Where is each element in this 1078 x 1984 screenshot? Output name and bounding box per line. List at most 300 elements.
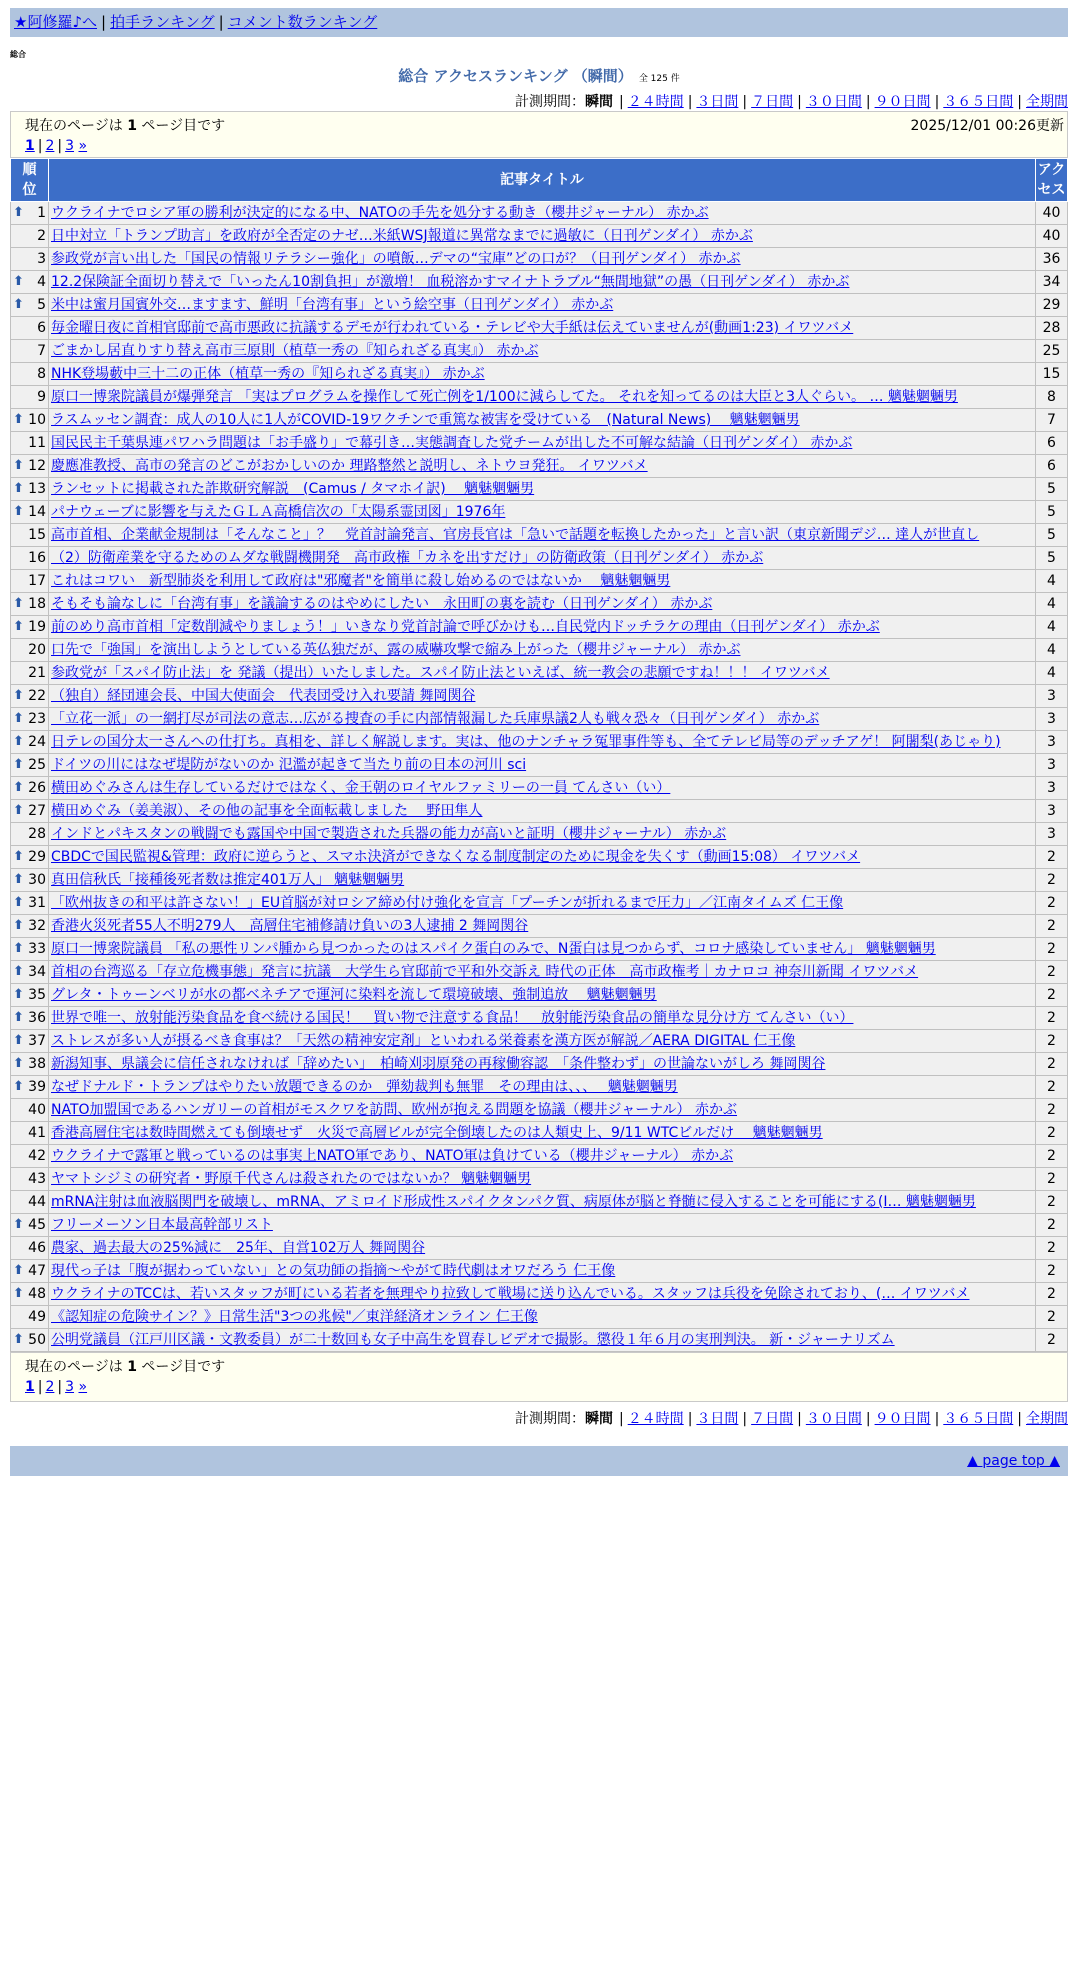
rank-number: 27 (28, 803, 46, 819)
article-title-link[interactable]: ウクライナでロシア軍の勝利が決定的になる中、NATOの手先を処分する動き（櫻井ジャーナル） 赤かぶ (51, 205, 709, 221)
pager-page-link[interactable]: 3 (65, 138, 75, 154)
access-count: 2 (1036, 1306, 1068, 1329)
rank-number: 48 (28, 1286, 46, 1302)
rank-cell (11, 800, 49, 823)
table-row (11, 1237, 1068, 1260)
article-title-link[interactable]: 「欧州抜きの和平は許さない！」EU首脳が対ロシア締め付け強化を宣言「プーチンが折れるまで圧力」／江南タイムズ 仁王像 (51, 895, 844, 911)
article-title-link[interactable]: ウクライナのTCCは、若いスタッフが町にいる若者を無理やり拉致して戦場に送り込んでいる。スタッフは兵役を免除されており、(… イワツバメ (51, 1286, 970, 1302)
period-link-2[interactable]: ７日間 (751, 1411, 794, 1427)
table-row (11, 1053, 1068, 1076)
title-cell (49, 570, 1036, 593)
ranking-table (10, 158, 1068, 1352)
page-indicator-suffix: ページ目です (141, 1359, 226, 1375)
title-cell (49, 1329, 1036, 1352)
pager (25, 138, 1063, 154)
title-cell (49, 1168, 1036, 1191)
title-cell (49, 639, 1036, 662)
rank-number: 39 (28, 1079, 46, 1095)
table-row (11, 1168, 1068, 1191)
table-row (11, 915, 1068, 938)
article-title-link[interactable]: （2）防衛産業を守るためのムダな戦闘機開発 高市政権「カネを出すだけ」の防衛政策（日刊ゲンダイ） 赤かぶ (51, 550, 764, 566)
period-separator: | (865, 94, 871, 110)
article-title-link[interactable]: 香港火災死者55人不明279人 高層住宅補修請け負いの3人逮捕 2 舞岡関谷 (51, 918, 529, 934)
article-title-link[interactable]: そもそも論なしに「台湾有事」を議論するのはやめにしたい 永田町の裏を読む（日刊ゲンダイ） 赤かぶ (51, 596, 713, 612)
article-title-link[interactable]: 日中対立「トランプ助言」を政府が全否定のナゼ…米紙WSJ報道に異常なまでに過敏に（日刊ゲンダイ） 赤かぶ (51, 228, 753, 244)
rank-up-icon: ⬆ (13, 803, 24, 818)
table-row (11, 225, 1068, 248)
page-indicator-number: 1 (127, 1359, 137, 1375)
title-cell (49, 501, 1036, 524)
rank-number: 30 (28, 872, 46, 888)
article-title-link[interactable]: 《認知症の危険サイン？》日常生活"3つの兆候"／東洋経済オンライン 仁王像 (51, 1309, 538, 1325)
article-title-link[interactable]: 原口一博衆院議員が爆弾発言 「実はプログラムを操作して死亡例を1/100に減らしてた。 それを知ってるのは大臣と3人ぐらい。 … 魑魅魍魎男 (51, 389, 958, 405)
article-title-link[interactable]: 国民民主千葉県連パワハラ問題は「お手盛り」で幕引き…実態調査した党チームが出した不可解な結論（日刊ゲンダイ） 赤かぶ (51, 435, 853, 451)
table-row (11, 294, 1068, 317)
access-count: 2 (1036, 892, 1068, 915)
rank-up-icon: ⬆ (13, 596, 24, 611)
rank-cell (11, 754, 49, 777)
nav-clap-ranking-link[interactable]: 拍手ランキング (110, 13, 215, 31)
period-link-1[interactable]: ３日間 (696, 94, 739, 110)
table-row (11, 363, 1068, 386)
rank-number: 31 (28, 895, 46, 911)
rank-cell (11, 340, 49, 363)
table-row (11, 455, 1068, 478)
article-title-link[interactable]: 参政党が「スパイ防止法」を 発議（提出）いたしました。スパイ防止法といえば、統一教会の悲願ですね！！！ イワツバメ (51, 665, 830, 681)
rank-up-icon: ⬆ (13, 1033, 24, 1048)
rank-number: 21 (28, 665, 46, 681)
article-title-link[interactable]: 横田めぐみ（姜美淑）、その他の記事を全面転載しました 野田隼人 (51, 803, 483, 819)
title-cell (49, 547, 1036, 570)
period-link-4[interactable]: ９０日間 (874, 1411, 931, 1427)
rank-cell (11, 1191, 49, 1214)
article-title-link[interactable]: NHK登場藪中三十二の正体（植草一秀の『知られざる真実』） 赤かぶ (51, 366, 485, 382)
access-count: 2 (1036, 1099, 1068, 1122)
article-title-link[interactable]: 新潟知事、県議会に信任されなければ「辞めたい」 柏崎刈羽原発の再稼働容認 「条件整わず」の世論ないがしろ 舞岡関谷 (51, 1056, 826, 1072)
table-row (11, 570, 1068, 593)
page-info-bottom (10, 1352, 1068, 1402)
rank-cell (11, 915, 49, 938)
rank-up-icon: ⬆ (13, 1056, 24, 1071)
page-title (10, 65, 1068, 86)
update-timestamp: 2025/12/01 00:26更新 (910, 118, 1064, 134)
rank-up-icon: ⬆ (13, 918, 24, 933)
title-cell (49, 685, 1036, 708)
rank-up-icon: ⬆ (13, 941, 24, 956)
period-link-6[interactable]: 全期間 (1026, 94, 1068, 110)
period-link-0[interactable]: ２４時間 (627, 94, 684, 110)
period-current: 瞬間 (584, 1411, 613, 1427)
article-title-link[interactable]: 現代っ子は「腹が据わっていない」との気功師の指摘〜やがて時代劇はオワだろう 仁王像 (51, 1263, 616, 1279)
period-separator: | (687, 1411, 693, 1427)
title-cell (49, 961, 1036, 984)
pager-page-link[interactable]: 3 (65, 1379, 75, 1395)
table-row (11, 685, 1068, 708)
article-title-link[interactable]: これはコワい 新型肺炎を利用して政府は"邪魔者"を簡単に殺し始めるのではないか 魑魅魍魎男 (51, 573, 671, 589)
period-separator: | (934, 1411, 940, 1427)
rank-cell (11, 1145, 49, 1168)
access-count: 2 (1036, 1076, 1068, 1099)
rank-up-icon: ⬆ (13, 274, 24, 289)
period-separator: | (934, 94, 940, 110)
article-title-link[interactable]: 慶應准教授、高市の発言のどこがおかしいのか 理路整然と説明し、ネトウヨ発狂。 イワツバメ (51, 458, 648, 474)
period-link-3[interactable]: ３０日間 (805, 1411, 862, 1427)
article-title-link[interactable]: ドイツの川にはなぜ堤防がないのか 氾濫が起きて当たり前の日本の河川 sci (51, 757, 527, 773)
title-cell (49, 1214, 1036, 1237)
table-row (11, 317, 1068, 340)
rank-up-icon: ⬆ (13, 964, 24, 979)
rank-up-icon: ⬆ (13, 1286, 24, 1301)
table-row (11, 823, 1068, 846)
title-cell (49, 616, 1036, 639)
article-title-link[interactable]: 口先で「強国」を演出しようとしている英仏独だが、露の威嚇攻撃で縮み上がった（櫻井ジャーナル） 赤かぶ (51, 642, 741, 658)
table-row (11, 478, 1068, 501)
access-count: 2 (1036, 1168, 1068, 1191)
table-row (11, 961, 1068, 984)
access-count: 4 (1036, 639, 1068, 662)
rank-up-icon: ⬆ (13, 780, 24, 795)
title-cell (49, 1030, 1036, 1053)
pager-separator: | (37, 138, 43, 154)
access-count: 2 (1036, 1007, 1068, 1030)
rank-up-icon: ⬆ (13, 1079, 24, 1094)
pager-current-page[interactable]: 1 (25, 138, 35, 154)
article-title-link[interactable]: 毎金曜日夜に首相官邸前で高市悪政に抗議するデモが行われている・テレビや大手紙は伝えていませんが(動画1:23) イワツバメ (51, 320, 854, 336)
period-link-5[interactable]: ３６５日間 (943, 1411, 1014, 1427)
access-count: 2 (1036, 984, 1068, 1007)
title-cell (49, 593, 1036, 616)
table-row (11, 731, 1068, 754)
rank-number: 18 (28, 596, 46, 612)
rank-number: 44 (28, 1194, 46, 1210)
table-row (11, 1030, 1068, 1053)
rank-up-icon: ⬆ (13, 481, 24, 496)
page-indicator-prefix: 現在のページは (25, 118, 123, 134)
table-row (11, 432, 1068, 455)
pager-current-page[interactable]: 1 (25, 1379, 35, 1395)
page-indicator-number: 1 (127, 118, 137, 134)
pager-page-link[interactable]: 2 (45, 1379, 55, 1395)
pager-page-link[interactable]: 2 (45, 138, 55, 154)
rank-up-icon: ⬆ (13, 987, 24, 1002)
rank-number: 10 (28, 412, 46, 428)
access-count: 40 (1036, 225, 1068, 248)
rank-number: 29 (28, 849, 46, 865)
article-title-link[interactable]: 前のめり高市首相「定数削減やりましょう！」いきなり党首討論で呼びかけも…自民党内ドッチラケの理由（日刊ゲンダイ） 赤かぶ (51, 619, 880, 635)
page-indicator-suffix: ページ目です (141, 118, 226, 134)
rank-number: 6 (37, 320, 46, 336)
rank-number: 34 (28, 964, 46, 980)
rank-cell (11, 248, 49, 271)
article-title-link[interactable]: インドとパキスタンの戦闘でも露国や中国で製造された兵器の能力が高いと証明（櫻井ジャーナル） 赤かぶ (51, 826, 727, 842)
table-row (11, 869, 1068, 892)
article-title-link[interactable]: ごまかし居直りすり替え高市三原則（植草一秀の『知られざる真実』） 赤かぶ (51, 343, 539, 359)
rank-cell (11, 1260, 49, 1283)
period-selector-top (10, 91, 1068, 111)
title-cell (49, 915, 1036, 938)
nav-separator: | (101, 13, 107, 31)
article-title-link[interactable]: 参政党が言い出した「国民の情報リテラシー強化」の噴飯…デマの“宝庫”どの口が？（日刊ゲンダイ） 赤かぶ (51, 251, 741, 267)
rank-up-icon: ⬆ (13, 619, 24, 634)
period-label: 計測期間： (514, 1411, 585, 1427)
col-access-header: アクセス (1036, 159, 1068, 202)
table-row (11, 708, 1068, 731)
table-row (11, 1191, 1068, 1214)
rank-cell (11, 1214, 49, 1237)
table-row (11, 1260, 1068, 1283)
rank-cell (11, 1007, 49, 1030)
title-cell (49, 892, 1036, 915)
period-link-2[interactable]: ７日間 (751, 94, 794, 110)
article-title-link[interactable]: NATO加盟国であるハンガリーの首相がモスクワを訪問、欧州が抱える問題を協議（櫻井ジャーナル） 赤かぶ (51, 1102, 738, 1118)
access-count: 6 (1036, 455, 1068, 478)
page-indicator (25, 1356, 1063, 1376)
article-title-link[interactable]: 原口一博衆院議員 「私の悪性リンパ腫から見つかったのはスパイク蛋白のみで、N蛋白は見つからず、コロナ感染していません」 魑魅魍魎男 (51, 941, 936, 957)
access-count: 29 (1036, 294, 1068, 317)
access-count: 36 (1036, 248, 1068, 271)
rank-cell (11, 478, 49, 501)
article-title-link[interactable]: なぜドナルド・トランプはやりたい放題できるのか 弾劾裁判も無罪 その理由は、、、 魑魅魍魎男 (51, 1079, 678, 1095)
article-title-link[interactable]: 高市首相、企業献金規制は「そんなこと」？ 党首討論発言、官房長官は「急いで話題を転換したかった」と言い訳（東京新聞デジ… 達人が世直し (51, 527, 980, 543)
rank-number: 50 (28, 1332, 46, 1348)
access-count: 28 (1036, 317, 1068, 340)
access-count: 4 (1036, 662, 1068, 685)
rank-number: 20 (28, 642, 46, 658)
article-title-link[interactable]: 香港高層住宅は数時間燃えても倒壊せず 火災で高層ビルが完全倒壊したのは人類史上、9/11 WTCビルだけ 魑魅魍魎男 (51, 1125, 823, 1141)
rank-cell (11, 1283, 49, 1306)
rank-number: 47 (28, 1263, 46, 1279)
period-separator: | (618, 1411, 624, 1427)
title-cell (49, 984, 1036, 1007)
access-count: 3 (1036, 731, 1068, 754)
table-row (11, 892, 1068, 915)
rank-cell (11, 1329, 49, 1352)
title-cell (49, 1007, 1036, 1030)
rank-cell (11, 823, 49, 846)
article-title-link[interactable]: パナウェーブに影響を与えたＧＬＡ高橋信次の「太陽系霊団図」1976年 (51, 504, 506, 520)
rank-up-icon: ⬆ (13, 734, 24, 749)
rank-cell (11, 639, 49, 662)
pager-next-link[interactable]: » (78, 1379, 88, 1395)
rank-cell (11, 271, 49, 294)
rank-cell (11, 317, 49, 340)
table-row (11, 1214, 1068, 1237)
period-link-6[interactable]: 全期間 (1026, 1411, 1068, 1427)
rank-number: 24 (28, 734, 46, 750)
article-title-link[interactable]: 日テレの国分太一さんへの仕打ち。真相を、詳しく解説します。実は、他のナンチャラ冤罪事件等も、全てテレビ局等のデッチアゲ！ 阿闍梨(あじゃり) (51, 734, 1001, 750)
page-top-link[interactable]: ▲ page top ▲ (967, 1453, 1060, 1469)
title-cell (49, 271, 1036, 294)
table-row (11, 800, 1068, 823)
page-title-text: 総合 アクセスランキング （瞬間） (398, 67, 633, 85)
article-title-link[interactable]: グレタ・トゥーンベリが水の都ベネチアで運河に染料を流して環境破壊、強制追放 魑魅魍魎男 (51, 987, 657, 1003)
access-count: 5 (1036, 524, 1068, 547)
top-nav-bar (10, 8, 1068, 37)
rank-number: 15 (28, 527, 46, 543)
access-count: 3 (1036, 777, 1068, 800)
article-title-link[interactable]: 12.2保険証全面切り替えで「いったん10割負担」が激増！ 血税溶かすマイナトラブル“無間地獄”の愚（日刊ゲンダイ） 赤かぶ (51, 274, 850, 290)
access-count: 2 (1036, 1260, 1068, 1283)
title-cell (49, 1145, 1036, 1168)
pager-next-link[interactable]: » (78, 138, 88, 154)
rank-number: 36 (28, 1010, 46, 1026)
title-cell (49, 432, 1036, 455)
rank-cell (11, 202, 49, 225)
title-cell (49, 846, 1036, 869)
rank-up-icon: ⬆ (13, 688, 24, 703)
table-row (11, 386, 1068, 409)
rank-up-icon: ⬆ (13, 895, 24, 910)
access-count: 34 (1036, 271, 1068, 294)
access-count: 2 (1036, 1145, 1068, 1168)
table-row (11, 938, 1068, 961)
access-count: 4 (1036, 570, 1068, 593)
access-count: 5 (1036, 547, 1068, 570)
article-title-link[interactable]: 農家、過去最大の25%減に 25年、自営102万人 舞岡関谷 (51, 1240, 426, 1256)
rank-cell (11, 846, 49, 869)
article-title-link[interactable]: 首相の台湾巡る「存立危機事態」発言に抗議 大学生ら官邸前で平和外交訴え 時代の正体 高市政権考｜カナロコ 神奈川新聞 イワツバメ (51, 964, 919, 980)
rank-up-icon: ⬆ (13, 297, 24, 312)
title-cell (49, 1122, 1036, 1145)
article-title-link[interactable]: ヤマトシジミの研究者・野原千代さんは殺されたのではないか？ 魑魅魍魎男 (51, 1171, 532, 1187)
rank-cell (11, 547, 49, 570)
rank-number: 9 (37, 389, 46, 405)
period-separator: | (797, 1411, 802, 1427)
article-title-link[interactable]: 「立花一派」の一網打尽が司法の意志…広がる捜査の手に内部情報漏した兵庫県議2人も戦々恐々（日刊ゲンダイ） 赤かぶ (51, 711, 820, 727)
rank-up-icon: ⬆ (13, 849, 24, 864)
table-row (11, 271, 1068, 294)
article-title-link[interactable]: 米中は蜜月国賓外交…ますます、鮮明「台湾有事」という絵空事（日刊ゲンダイ） 赤かぶ (51, 297, 614, 313)
access-count: 3 (1036, 708, 1068, 731)
title-cell (49, 662, 1036, 685)
table-row (11, 524, 1068, 547)
title-cell (49, 777, 1036, 800)
pager-separator: | (57, 138, 63, 154)
rank-number: 17 (28, 573, 46, 589)
rank-number: 25 (28, 757, 46, 773)
rank-cell (11, 662, 49, 685)
rank-up-icon: ⬆ (13, 711, 24, 726)
rank-number: 12 (28, 458, 46, 474)
period-link-5[interactable]: ３６５日間 (943, 94, 1014, 110)
rank-number: 13 (28, 481, 46, 497)
rank-cell (11, 961, 49, 984)
nav-home-link[interactable]: ★阿修羅♪へ (14, 13, 98, 31)
rank-cell (11, 1237, 49, 1260)
rank-number: 43 (28, 1171, 46, 1187)
rank-up-icon: ⬆ (13, 1217, 24, 1232)
rank-cell (11, 524, 49, 547)
title-cell (49, 1260, 1036, 1283)
rank-cell (11, 455, 49, 478)
article-title-link[interactable]: mRNA注射は血液脳関門を破壊し、mRNA、アミロイド形成性スパイクタンパク質、病原体が脳と脊髄に侵入することを可能にする(I… 魑魅魍魎男 (51, 1194, 976, 1210)
title-cell (49, 225, 1036, 248)
title-cell (49, 1306, 1036, 1329)
rank-up-icon: ⬆ (13, 205, 24, 220)
article-title-link[interactable]: 世界で唯一、放射能汚染食品を食べ続ける国民！ 買い物で注意する食品！ 放射能汚染食品の簡単な見分け方 てんさい（い） (51, 1010, 854, 1026)
rank-cell (11, 1030, 49, 1053)
total-count: 全 125 件 (638, 74, 680, 84)
rank-number: 11 (28, 435, 46, 451)
access-count: 2 (1036, 961, 1068, 984)
rank-cell (11, 777, 49, 800)
article-title-link[interactable]: ウクライナで露軍と戦っているのは事実上NATO軍であり、NATO軍は負けている（櫻井ジャーナル） 赤かぶ (51, 1148, 734, 1164)
rank-cell (11, 501, 49, 524)
access-count: 15 (1036, 363, 1068, 386)
table-row (11, 1145, 1068, 1168)
rank-number: 37 (28, 1033, 46, 1049)
rank-up-icon: ⬆ (13, 504, 24, 519)
period-label: 計測期間： (514, 94, 585, 110)
nav-separator: | (218, 13, 224, 31)
title-cell (49, 386, 1036, 409)
period-current: 瞬間 (584, 94, 613, 110)
period-link-0[interactable]: ２４時間 (627, 1411, 684, 1427)
table-row (11, 1283, 1068, 1306)
article-title-link[interactable]: フリーメーソン日本最高幹部リスト (51, 1217, 273, 1233)
title-cell (49, 800, 1036, 823)
rank-number: 38 (28, 1056, 46, 1072)
rank-cell (11, 984, 49, 1007)
title-cell (49, 478, 1036, 501)
rank-number: 28 (28, 826, 46, 842)
title-cell (49, 1076, 1036, 1099)
rank-number: 35 (28, 987, 46, 1003)
period-link-1[interactable]: ３日間 (696, 1411, 739, 1427)
nav-comment-ranking-link[interactable]: コメント数ランキング (227, 13, 378, 31)
title-cell (49, 524, 1036, 547)
period-selector-bottom (10, 1408, 1068, 1428)
rank-number: 3 (37, 251, 46, 267)
access-count: 2 (1036, 1214, 1068, 1237)
access-count: 3 (1036, 685, 1068, 708)
rank-number: 45 (28, 1217, 46, 1233)
period-separator: | (742, 94, 748, 110)
rank-cell (11, 616, 49, 639)
table-row (11, 1329, 1068, 1352)
article-title-link[interactable]: （独自）経団連会長、中国大使面会 代表団受け入れ要請 舞岡関谷 (51, 688, 476, 704)
rank-cell (11, 386, 49, 409)
period-link-4[interactable]: ９０日間 (874, 94, 931, 110)
period-separator: | (618, 94, 624, 110)
article-title-link[interactable]: 真田信秋氏「接種後死者数は推定401万人」 魑魅魍魎男 (51, 872, 405, 888)
bottom-bar (10, 1446, 1068, 1476)
article-title-link[interactable]: CBDCで国民監視&管理：政府に逆らうと、スマホ決済ができなくなる制度制定のために現金を失くす（動画15:08） イワツバメ (51, 849, 861, 865)
access-count: 2 (1036, 1329, 1068, 1352)
title-cell (49, 754, 1036, 777)
access-count: 5 (1036, 501, 1068, 524)
access-count: 3 (1036, 754, 1068, 777)
title-cell (49, 869, 1036, 892)
table-row (11, 1122, 1068, 1145)
rank-number: 40 (28, 1102, 46, 1118)
rank-up-icon: ⬆ (13, 872, 24, 887)
article-title-link[interactable]: 公明党議員（江戸川区議・文教委員）が二十数回も女子中高生を買春しビデオで撮影。懲役１年６月の実刑判決。 新・ジャーナリズム (51, 1332, 895, 1348)
rank-up-icon: ⬆ (13, 757, 24, 772)
access-count: 4 (1036, 616, 1068, 639)
rank-number: 22 (28, 688, 46, 704)
article-title-link[interactable]: ランセットに掲載された詐欺研究解説 (Camus / タマホイ訳) 魑魅魍魎男 (51, 481, 535, 497)
rank-cell (11, 570, 49, 593)
period-link-3[interactable]: ３０日間 (805, 94, 862, 110)
title-cell (49, 938, 1036, 961)
rank-up-icon: ⬆ (13, 1332, 24, 1347)
article-title-link[interactable]: 横田めぐみさんは生存しているだけではなく、金王朝のロイヤルファミリーの一員 てんさい（い） (51, 780, 671, 796)
article-title-link[interactable]: ラスムッセン調査：成人の10人に1人がCOVID-19ワクチンで重篤な被害を受けている (Natural News) 魑魅魍魎男 (51, 412, 800, 428)
article-title-link[interactable]: ストレスが多い人が摂るべき食事は？「天然の精神安定剤」といわれる栄養素を漢方医が解説／AERA DIGITAL 仁王像 (51, 1033, 796, 1049)
period-separator: | (797, 94, 802, 110)
rank-cell (11, 685, 49, 708)
